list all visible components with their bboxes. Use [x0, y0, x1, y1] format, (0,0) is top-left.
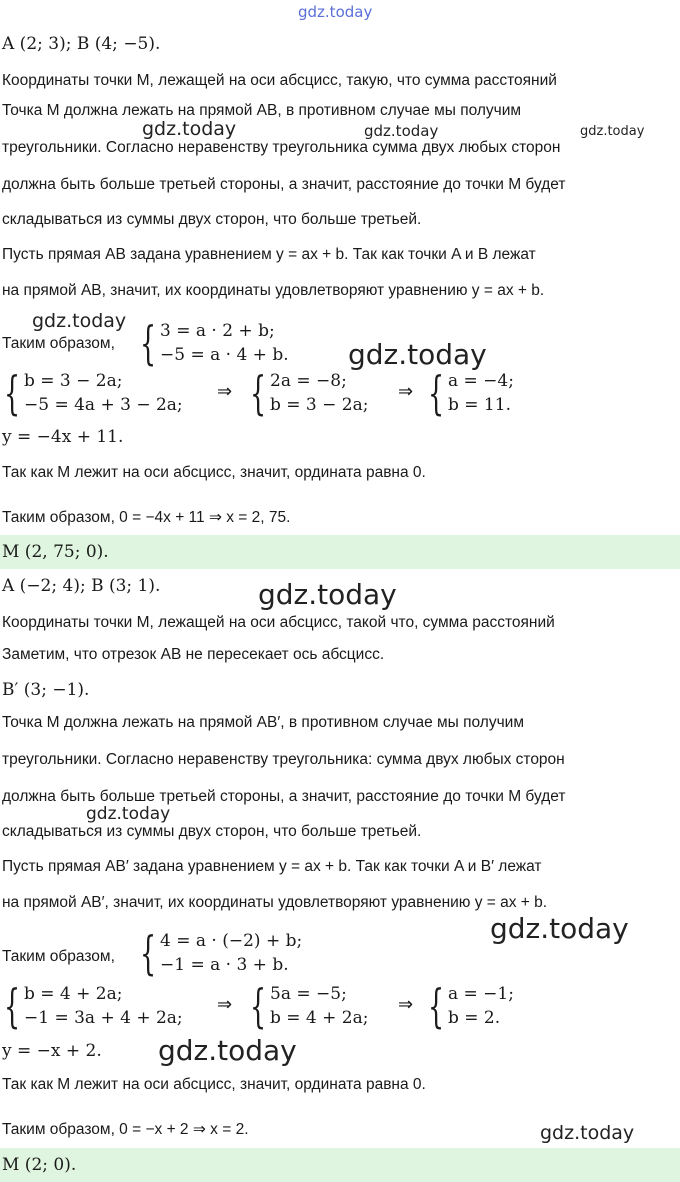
system-row: −5 = 4a + 3 − 2a;: [24, 395, 183, 415]
system-label: Таким образом,: [2, 335, 115, 352]
watermark: gdz.today: [364, 122, 439, 140]
system-row: b = 3 − 2a;: [270, 395, 369, 415]
implies-arrow-icon: ⇒: [217, 994, 233, 1015]
brace-icon: {: [140, 926, 157, 980]
text-line: Заметим, что отрезок AB не пересекает ось абсцисс.: [2, 646, 385, 663]
task-text: Координаты точки M, лежащей на оси абсцисс, такую, что сумма расстояний: [2, 72, 557, 89]
text-line: должна быть больше третьей стороны, а значит, расстояние до точки M будет: [2, 176, 566, 193]
brace-icon: {: [4, 366, 21, 420]
brace-icon: {: [140, 316, 157, 370]
equation-system: [4, 366, 224, 420]
line-equation: y = −x + 2.: [2, 1041, 102, 1061]
text-line: на прямой AB′, значит, их координаты удовлетворяют уравнению y = ax + b.: [2, 894, 548, 911]
text-line: Пусть прямая AB задана уравнением y = ax + b. Так как точки A и B лежат: [2, 246, 536, 263]
watermark: gdz.today: [142, 118, 237, 140]
system-row: b = 4 + 2a;: [270, 1008, 369, 1028]
equation-system: [250, 979, 390, 1033]
implies-arrow-icon: ⇒: [217, 381, 233, 402]
answer-box: [0, 1148, 680, 1182]
brace-icon: {: [428, 979, 445, 1033]
brace-icon: {: [428, 366, 445, 420]
text-line: Пусть прямая AB′ задана уравнением y = ax + b. Так как точки A и B′ лежат: [2, 858, 542, 875]
given-points: A (2; 3); B (4; −5).: [2, 34, 161, 54]
system-row: a = −1;: [448, 984, 514, 1004]
given-points: A (−2; 4); B (3; 1).: [2, 576, 161, 596]
system-row: a = −4;: [448, 371, 514, 391]
watermark: gdz.today: [32, 310, 127, 332]
watermark: gdz.today: [580, 124, 645, 139]
system-row: b = 2.: [448, 1008, 501, 1028]
brace-icon: {: [4, 979, 21, 1033]
equation-system: [428, 366, 548, 420]
line-equation: y = −4x + 11.: [2, 427, 124, 447]
system-row: b = 4 + 2a;: [24, 984, 123, 1004]
system-row: −1 = 3a + 4 + 2a;: [24, 1008, 183, 1028]
system-row: −1 = a · 3 + b.: [160, 955, 289, 975]
brace-icon: {: [250, 979, 267, 1033]
equation-system: [250, 366, 390, 420]
reflected-point: B′ (3; −1).: [2, 680, 90, 700]
watermark: gdz.today: [158, 1034, 297, 1067]
text-line: складываться из суммы двух сторон, что больше третьей.: [2, 823, 422, 840]
watermark: gdz.today: [540, 1122, 635, 1144]
implies-arrow-icon: ⇒: [398, 994, 414, 1015]
text-line: Точка M должна лежать на прямой AB′, в противном случае мы получим: [2, 714, 524, 731]
equation-system: [428, 979, 548, 1033]
watermark: gdz.today: [86, 804, 171, 824]
text-line: Так как M лежит на оси абсцисс, значит, ордината равна 0.: [2, 1076, 426, 1093]
implies-arrow-icon: ⇒: [398, 381, 414, 402]
watermark: gdz.today: [258, 578, 397, 611]
text-line: складываться из суммы двух сторон, что больше третьей.: [2, 211, 422, 228]
text-line: треугольники. Согласно неравенству треугольника: сумма двух любых сторон: [2, 751, 565, 768]
answer-text: M (2; 0).: [2, 1155, 77, 1175]
system-row: −5 = a · 4 + b.: [160, 345, 289, 365]
equation-system: [140, 316, 340, 370]
task-text: Координаты точки M, лежащей на оси абсцисс, такой что, сумма расстояний: [2, 614, 555, 631]
system-row: 4 = a · (−2) + b;: [160, 931, 303, 951]
system-row: 5a = −5;: [270, 984, 347, 1004]
system-label: Таким образом,: [2, 948, 115, 965]
text-line: треугольники. Согласно неравенству треугольника сумма двух любых сторон: [2, 139, 561, 156]
answer-box: [0, 535, 680, 569]
equation-system: [140, 926, 360, 980]
watermark: gdz.today: [298, 3, 373, 21]
brace-icon: {: [250, 366, 267, 420]
text-line: Таким образом, 0 = −4x + 11 ⇒ x = 2, 75.: [2, 509, 291, 526]
watermark: gdz.today: [490, 912, 629, 945]
watermark: gdz.today: [348, 338, 487, 371]
answer-text: M (2, 75; 0).: [2, 542, 109, 562]
system-row: 3 = a · 2 + b;: [160, 321, 275, 341]
system-row: b = 11.: [448, 395, 511, 415]
text-line: Точка M должна лежать на прямой AB, в противном случае мы получим: [2, 102, 522, 119]
equation-system: [4, 979, 224, 1033]
text-line: на прямой AB, значит, их координаты удовлетворяют уравнению y = ax + b.: [2, 282, 545, 299]
system-row: 2a = −8;: [270, 371, 347, 391]
text-line: Так как M лежит на оси абсцисс, значит, ордината равна 0.: [2, 464, 426, 481]
text-line: Таким образом, 0 = −x + 2 ⇒ x = 2.: [2, 1121, 249, 1138]
text-line: должна быть больше третьей стороны, а значит, расстояние до точки M будет: [2, 788, 566, 805]
system-row: b = 3 − 2a;: [24, 371, 123, 391]
